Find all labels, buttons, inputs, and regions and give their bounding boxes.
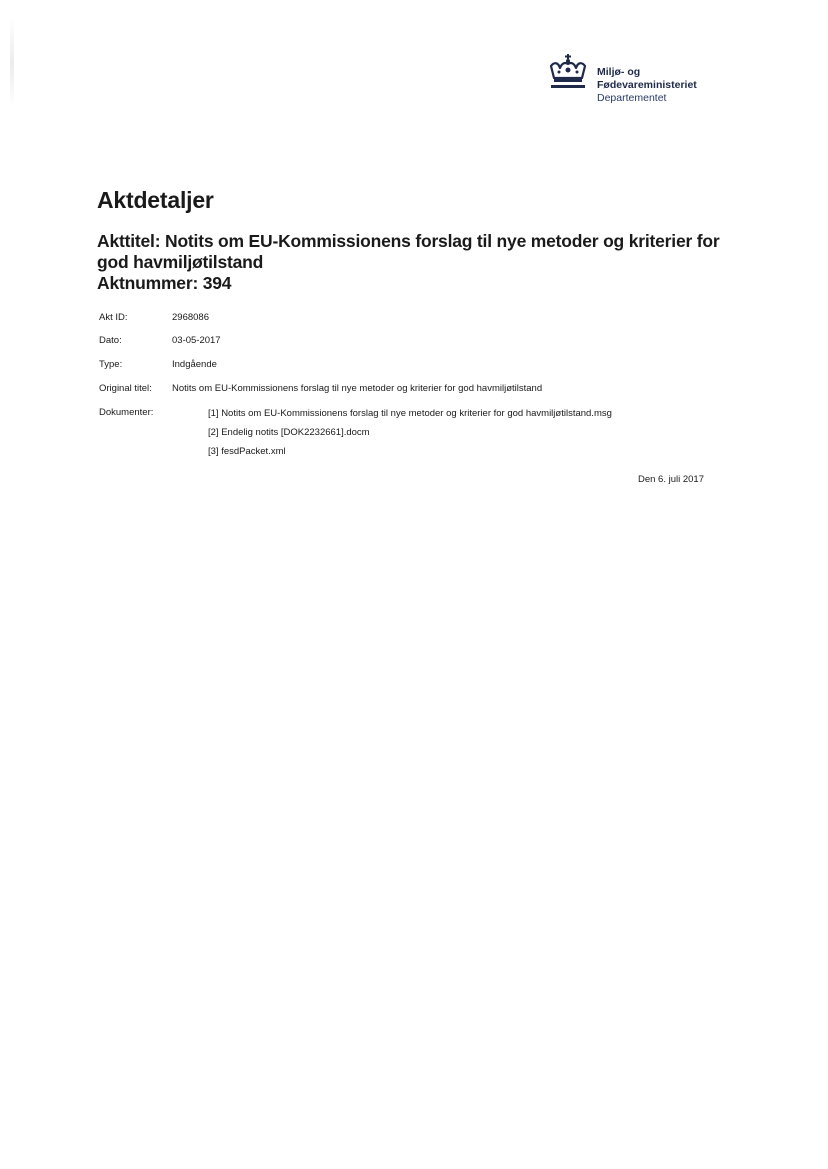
page-title: Aktdetaljer bbox=[97, 187, 214, 213]
ministry-department: Departementet bbox=[597, 92, 667, 104]
original-title-label: Original titel: bbox=[99, 383, 152, 394]
akt-id-label: Akt ID: bbox=[99, 312, 128, 323]
akt-id-value: 2968086 bbox=[172, 312, 209, 323]
dato-label: Dato: bbox=[99, 335, 122, 346]
original-title-value: Notits om EU-Kommissionens forslag til nye metoder og kriterier for god havmiljøtilstand bbox=[172, 383, 543, 394]
document-link-2[interactable]: [2] Endelig notits [DOK2232661].docm bbox=[208, 427, 370, 438]
type-label: Type: bbox=[99, 359, 123, 370]
ministry-name bbox=[597, 66, 697, 105]
akt-title: Akttitel: Notits om EU-Kommissionens forslag til nye metoder og kriterier for god havmiljøtilstand bbox=[97, 231, 720, 272]
dato-value: 03-05-2017 bbox=[172, 335, 221, 346]
scan-edge-artifact bbox=[10, 18, 14, 108]
type-value: Indgående bbox=[172, 359, 217, 370]
documents-label: Dokumenter: bbox=[99, 407, 154, 418]
akt-number: Aktnummer: 394 bbox=[97, 273, 232, 293]
document-link-1[interactable]: [1] Notits om EU-Kommissionens forslag til nye metoder og kriterier for god havmiljøtilstand.msg bbox=[208, 408, 612, 419]
ministry-name-line2: Fødevareministeriet bbox=[597, 79, 697, 91]
ministry-name-line1: Miljø- og bbox=[597, 66, 641, 78]
crown-icon bbox=[548, 54, 588, 90]
signature-date: Den 6. juli 2017 bbox=[637, 474, 704, 485]
document-link-3[interactable]: [3] fesdPacket.xml bbox=[208, 446, 286, 457]
